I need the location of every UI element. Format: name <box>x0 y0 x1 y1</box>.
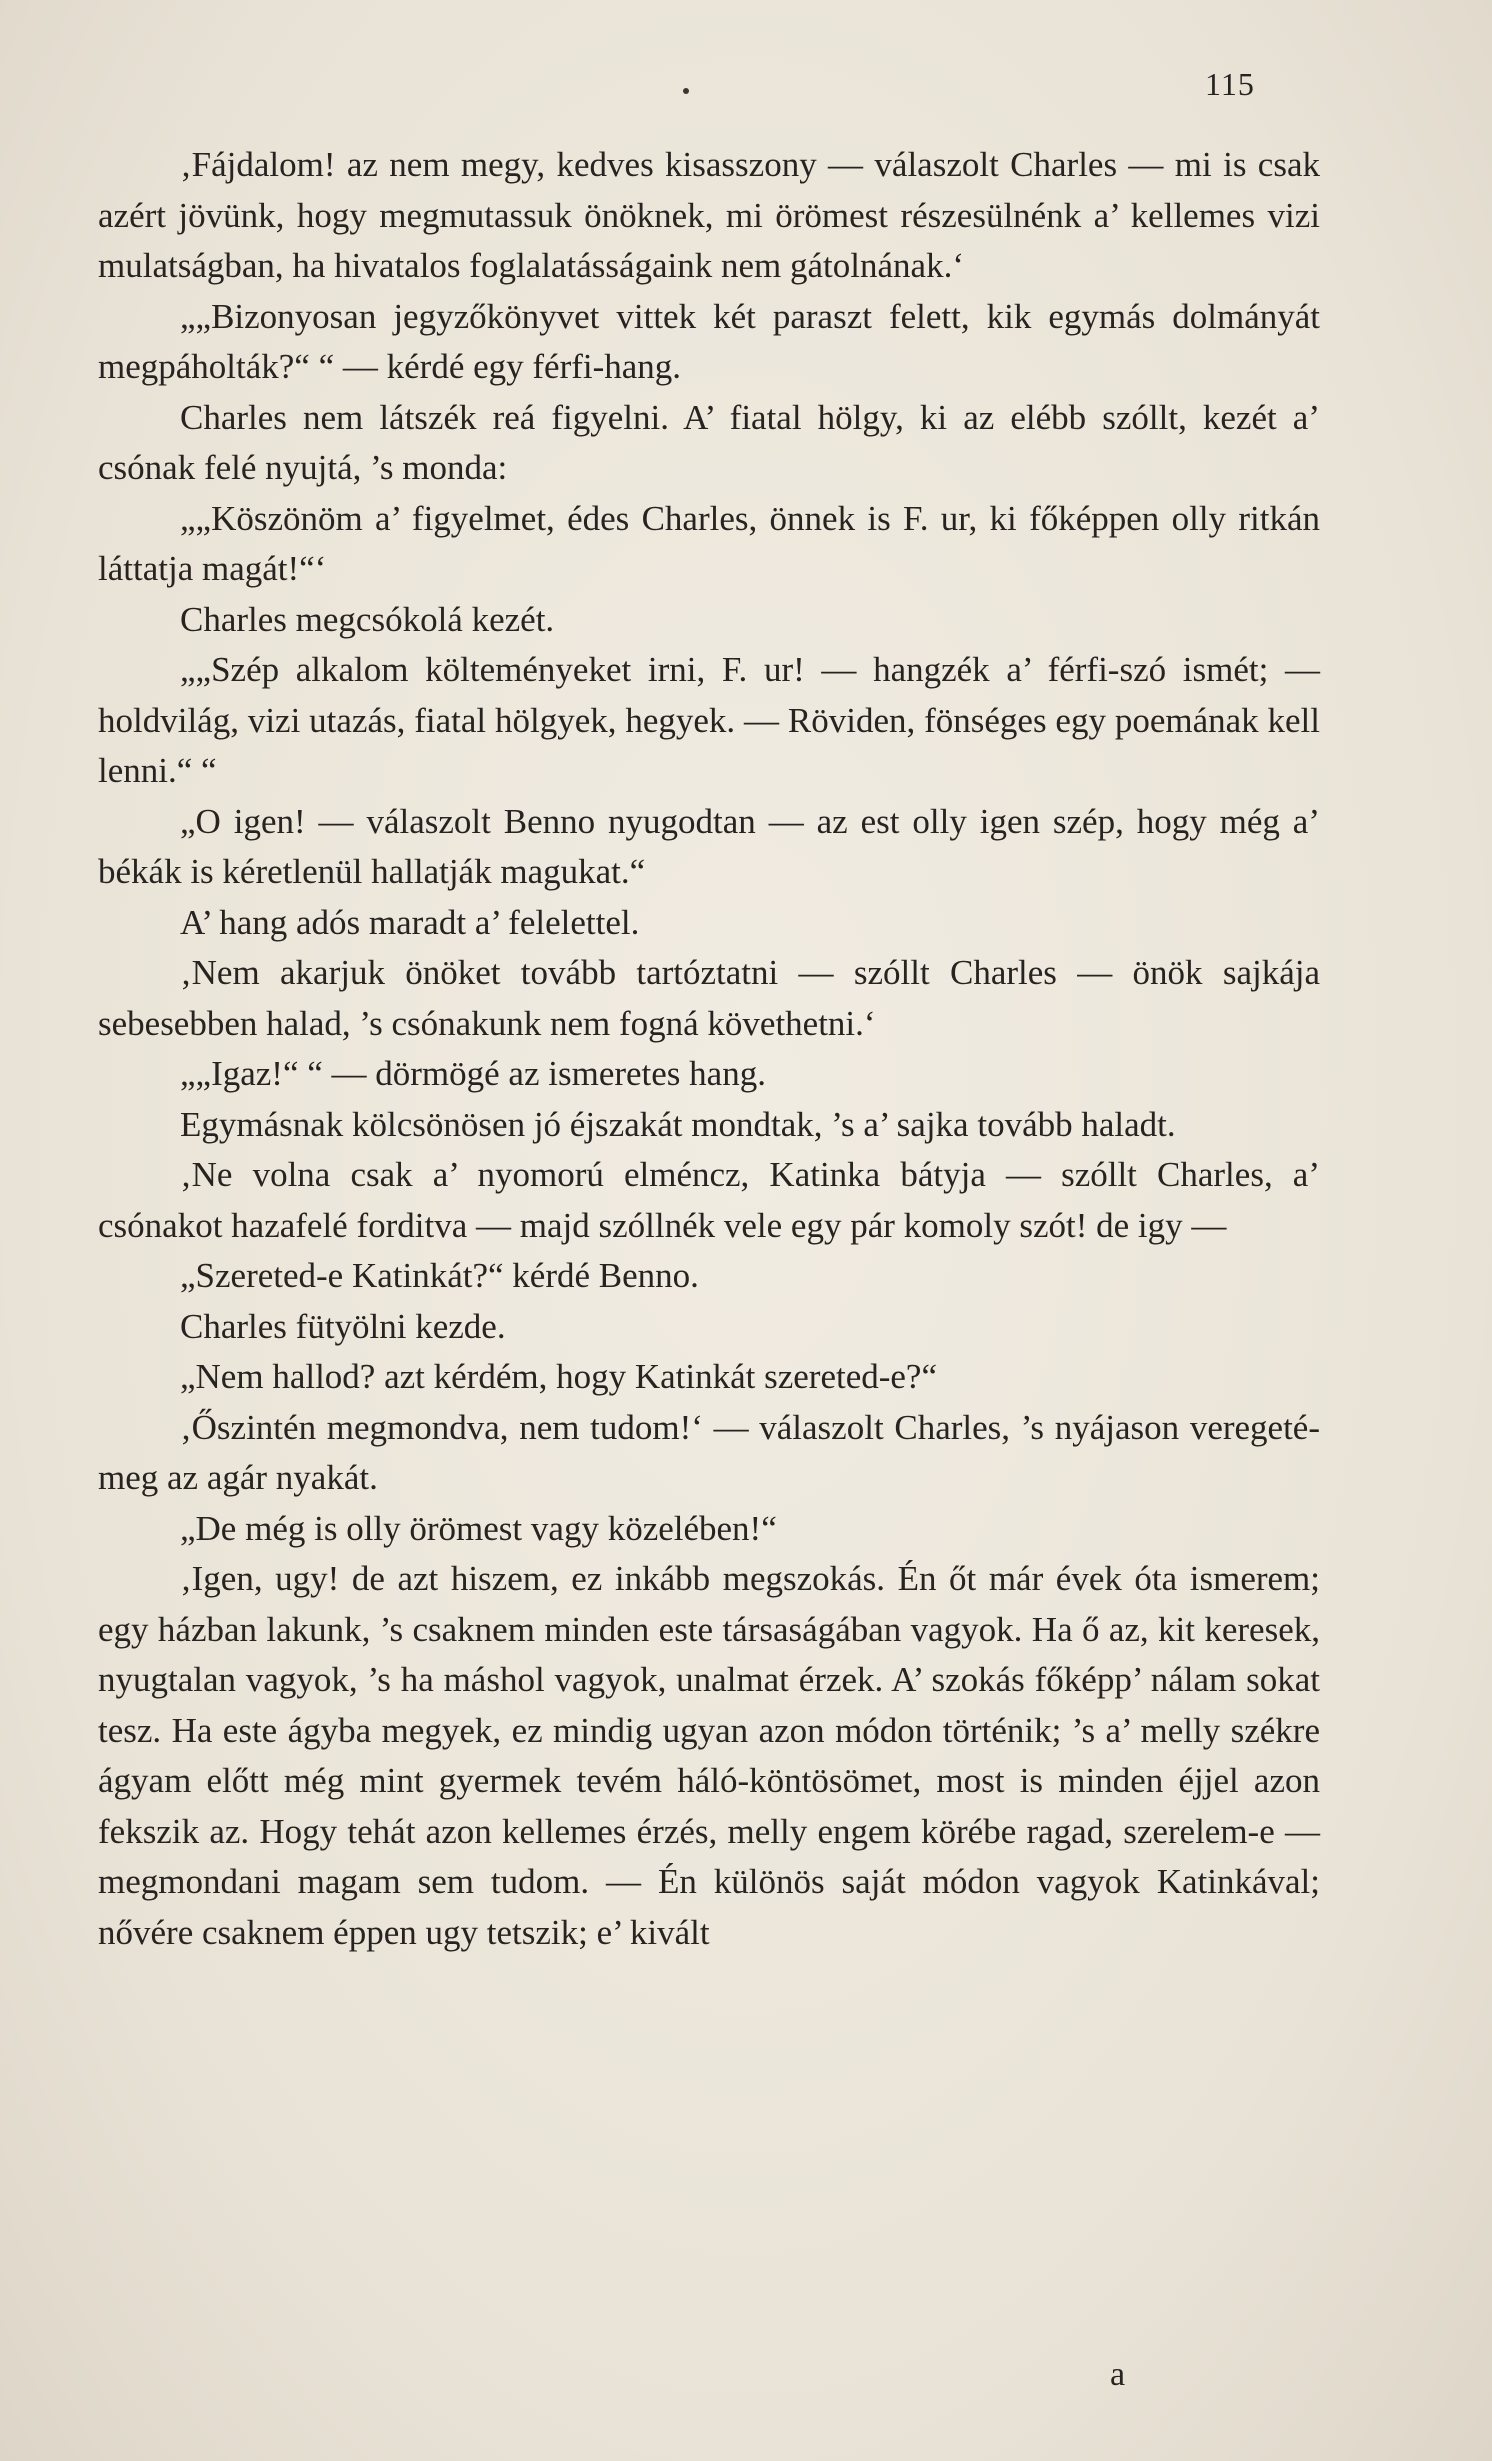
paragraph: Charles fütyölni kezde. <box>180 1306 506 1346</box>
paragraph: „„Igaz!“ “ — dörmögé az ismeretes hang. <box>180 1054 766 1093</box>
paragraph: „O igen! — válaszolt Benno nyugodtan — az est olly igen szép, hogy még a’ békák is kéretlenül hallatják magukat.“ <box>98 801 1320 891</box>
page-number: 115 <box>1205 66 1255 102</box>
body-text <box>98 140 1320 1958</box>
paragraph: Charles megcsókolá kezét. <box>180 599 555 639</box>
catchword: a <box>1110 2356 1126 2393</box>
paragraph: ‚Nem akarjuk önöket tovább tartóztatni — szóllt Charles — önök sajkája sebesebben halad, ’s csónakunk nem fogná követhetni.‘ <box>98 953 1320 1043</box>
paragraph: „Nem hallod? azt kérdém, hogy Katinkát szereted-e?“ <box>180 1357 937 1396</box>
paragraph: „„Szép alkalom költeményeket irni, F. ur! — hangzék a’ férfi-szó ismét; — holdvilág, vizi utazás, fiatal hölgyek, hegyek. — Röviden, fönséges egy poemának kell lenni.“ “ <box>98 650 1320 790</box>
printer-dot-mark <box>683 88 689 94</box>
paragraph: ‚Őszintén megmondva, nem tudom!‘ — válaszolt Charles, ’s nyájason veregeté-meg az agár nyakát. <box>98 1407 1320 1497</box>
paragraph: ‚Ne volna csak a’ nyomorú elméncz, Katinka bátyja — szóllt Charles, a’ csónakot hazafelé forditva — majd szóllnék vele egy pár komoly szót! de igy — <box>98 1155 1320 1245</box>
paragraph: „Szereted-e Katinkát?“ kérdé Benno. <box>180 1256 699 1295</box>
paragraph: Charles nem látszék reá figyelni. A’ fiatal hölgy, ki az elébb szóllt, kezét a’ csónak felé nyujtá, ’s monda: <box>98 397 1320 487</box>
paragraph: ‚Igen, ugy! de azt hiszem, ez inkább megszokás. Én őt már évek óta ismerem; egy házban lakunk, ’s csaknem minden este társaságában vagyok. Ha ő az, kit keresek, nyugtalan vagyok, ’s ha máshol vagyok, unalmat érzek. A’ szokás főképp’ nálam sokat tesz. Ha este ágyba megyek, ez mindig ugyan azon módon történik; ’s a’ melly székre ágyam előtt még mint gyermek tevém háló-köntösömet, most is minden éjjel azon fekszik az. Hogy tehát azon kellemes érzés, melly engem körébe ragad, szerelem-e — megmondani magam sem tudom. — Én különös saját módon vagyok Katinkával; nővére csaknem éppen ugy tetszik; e’ kivált <box>98 1559 1320 1952</box>
paragraph: „De még is olly örömest vagy közelében!“ <box>180 1508 777 1548</box>
paragraph: Egymásnak kölcsönösen jó éjszakát mondtak, ’s a’ sajka tovább haladt. <box>180 1104 1176 1144</box>
paragraph: ‚Fájdalom! az nem megy, kedves kisasszony — válaszolt Charles — mi is csak azért jövünk, hogy megmutassuk önöknek, mi örömest részesülnénk a’ kellemes vizi mulatságban, ha hivatalos foglalatásságaink nem gátolnának.‘ <box>98 145 1320 285</box>
paragraph: A’ hang adós maradt a’ felelettel. <box>180 902 640 942</box>
paragraph: „„Köszönöm a’ figyelmet, édes Charles, önnek is F. ur, ki főképpen olly ritkán láttatja magát!“‘ <box>98 498 1320 588</box>
paragraph: „„Bizonyosan jegyzőkönyvet vittek két paraszt felett, kik egymás dolmányát megpáholták?“ “ — kérdé egy férfi-hang. <box>98 296 1320 386</box>
